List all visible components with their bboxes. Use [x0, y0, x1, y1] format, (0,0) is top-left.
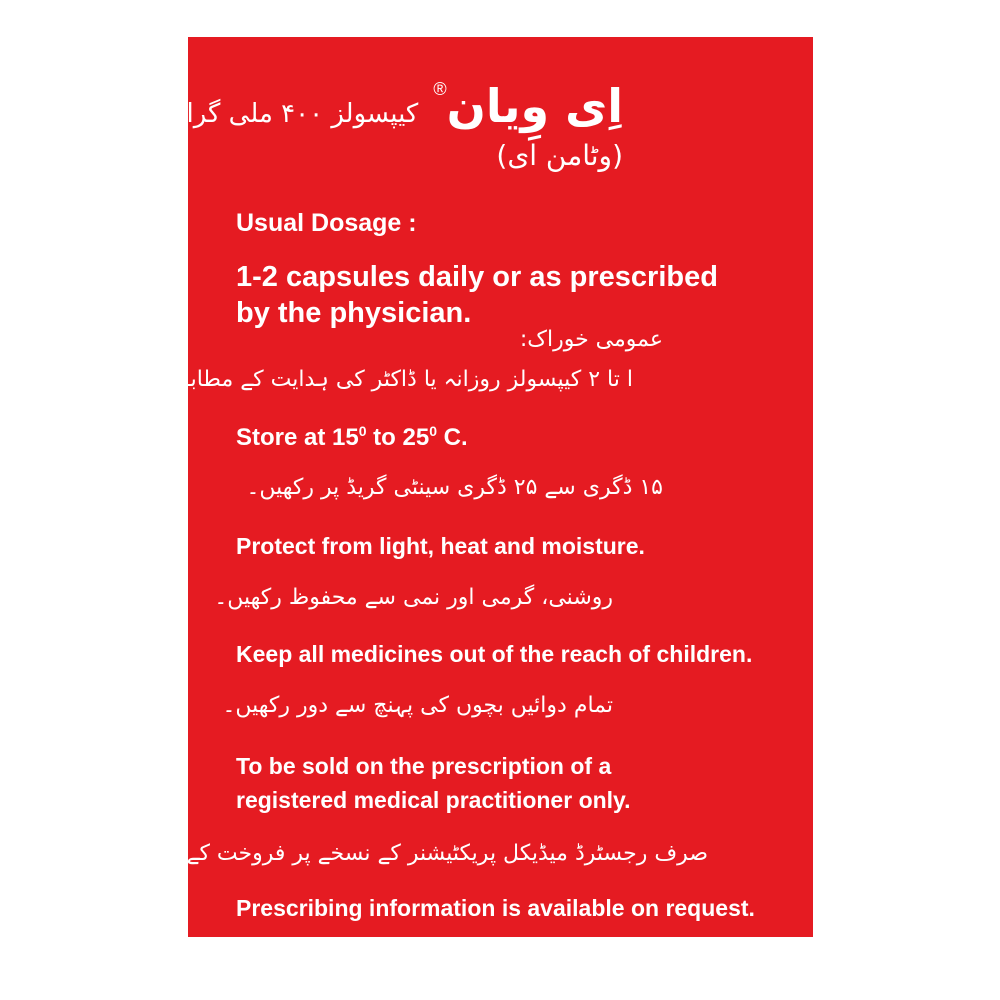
dosage-line-2: by the physician.: [236, 297, 472, 329]
brand-strength: کیپسولز ۴۰۰ ملی گرام: [170, 99, 419, 129]
keep-away-urdu-text: تمام دوائیں بچوں کی پہنچ سے دور رکھیں۔: [222, 693, 613, 718]
keep-away-text: Keep all medicines out of the reach of children.: [236, 641, 753, 667]
storage-text: [236, 423, 468, 452]
dosage-urdu-title: عمومی خوراک:: [519, 327, 663, 352]
storage-degree-2: 0: [429, 423, 437, 439]
storage-degree-1: 0: [358, 423, 367, 439]
dosage-line-1: 1-2 capsules daily or as prescribed: [236, 261, 718, 293]
registered-mark: ®: [433, 79, 447, 99]
dosage-urdu-text: ا تا ۲ کیپسولز روزانہ یا ڈاکٹر کی ہدایت کے مطابق۔: [159, 367, 633, 392]
storage-urdu-text: ۱۵ ڈگری سے ۲۵ ڈگری سینٹی گریڈ پر رکھیں۔: [246, 475, 663, 500]
protect-urdu-text: روشنی، گرمی اور نمی سے محفوظ رکھیں۔: [214, 585, 613, 610]
prescription-only-line-1: To be sold on the prescription of a: [236, 753, 612, 779]
protect-text: Protect from light, heat and moisture.: [236, 533, 645, 559]
prescribing-info-text: Prescribing information is available on request.: [236, 895, 755, 921]
prescribing-info-urdu-text: مزید معلومات کیلئے کمپنی سے رجوع کریں۔: [252, 949, 653, 974]
storage-suffix: C.: [437, 424, 468, 451]
prescription-only-text: [236, 749, 631, 817]
dosage-title: Usual Dosage :: [236, 209, 417, 237]
storage-mid: to 25: [366, 424, 430, 451]
storage-prefix: Store at 15: [236, 424, 359, 451]
dosage-text: [236, 259, 718, 331]
medicine-label-panel: [140, 37, 813, 974]
brand-header: [170, 79, 623, 133]
prescription-only-line-2: registered medical practitioner only.: [236, 787, 631, 813]
prescription-only-urdu-text: صرف رجسٹرڈ میڈیکل پریکٹیشنر کے نسخے پر فروخت کے لئے۔: [140, 841, 708, 866]
brand-name: اِی وِیان: [446, 79, 623, 133]
brand-subtitle: (وٹامن ای): [496, 139, 623, 172]
